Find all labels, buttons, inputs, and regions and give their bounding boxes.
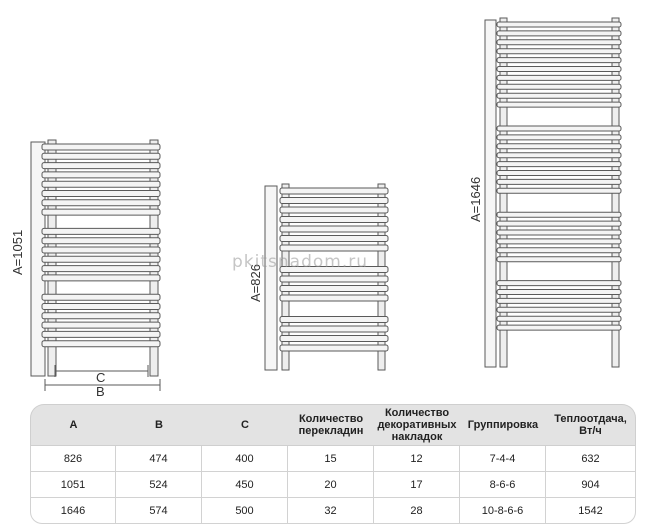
table-cell: 524 bbox=[116, 472, 202, 498]
crossbar bbox=[280, 317, 388, 323]
crossbar bbox=[42, 181, 160, 187]
crossbar bbox=[497, 22, 621, 27]
rear-panel bbox=[265, 186, 277, 370]
crossbar bbox=[497, 221, 621, 226]
rear-panel bbox=[485, 20, 496, 367]
crossbar bbox=[497, 281, 621, 286]
crossbar bbox=[497, 290, 621, 295]
crossbar bbox=[42, 331, 160, 337]
table-cell: 450 bbox=[202, 472, 288, 498]
crossbar bbox=[42, 341, 160, 347]
crossbar bbox=[280, 198, 388, 204]
table-cell: 10-8-6-6 bbox=[460, 498, 546, 524]
table-cell: 500 bbox=[202, 498, 288, 524]
crossbar bbox=[42, 266, 160, 272]
crossbar bbox=[42, 294, 160, 300]
crossbar bbox=[497, 126, 621, 131]
dimension-a-label: A=1051 bbox=[10, 229, 25, 275]
crossbar bbox=[42, 172, 160, 178]
table-row bbox=[30, 472, 636, 498]
crossbar bbox=[497, 212, 621, 217]
table-cell: 1051 bbox=[30, 472, 116, 498]
table-cell: 826 bbox=[30, 446, 116, 472]
radiator-826 bbox=[248, 184, 388, 370]
table-cell: 32 bbox=[288, 498, 374, 524]
crossbar bbox=[497, 58, 621, 63]
dimension-c-label: C bbox=[96, 370, 106, 385]
table-cell: 15 bbox=[288, 446, 374, 472]
crossbar bbox=[497, 179, 621, 184]
header-cell: Группировка bbox=[460, 404, 546, 446]
header-cell: Количество перекладин bbox=[288, 404, 374, 446]
crossbar bbox=[42, 313, 160, 319]
crossbar bbox=[42, 209, 160, 215]
table-cell: 1542 bbox=[546, 498, 636, 524]
table-cell: 12 bbox=[374, 446, 460, 472]
table-cell: 1646 bbox=[30, 498, 116, 524]
crossbar bbox=[280, 207, 388, 213]
crossbar bbox=[497, 67, 621, 72]
watermark: pkitsnadom.ru bbox=[232, 252, 368, 272]
crossbar bbox=[42, 191, 160, 197]
table-header-row bbox=[30, 404, 636, 446]
table-row bbox=[30, 446, 636, 472]
crossbar bbox=[497, 40, 621, 45]
table-cell: 474 bbox=[116, 446, 202, 472]
crossbar bbox=[42, 238, 160, 244]
crossbar bbox=[497, 102, 621, 107]
table-cell: 28 bbox=[374, 498, 460, 524]
table-cell: 17 bbox=[374, 472, 460, 498]
crossbar bbox=[497, 248, 621, 253]
crossbar bbox=[42, 275, 160, 281]
crossbar bbox=[497, 230, 621, 235]
header-cell: A bbox=[30, 404, 116, 446]
table-row bbox=[30, 498, 636, 524]
crossbar bbox=[280, 336, 388, 342]
crossbar bbox=[497, 75, 621, 80]
crossbar bbox=[497, 135, 621, 140]
crossbar bbox=[497, 316, 621, 321]
crossbar bbox=[42, 228, 160, 234]
crossbar bbox=[497, 84, 621, 89]
crossbar bbox=[497, 144, 621, 149]
table-cell: 904 bbox=[546, 472, 636, 498]
header-cell: Теплоотдача, Вт/ч bbox=[546, 404, 636, 446]
crossbar bbox=[497, 239, 621, 244]
crossbar bbox=[42, 153, 160, 159]
table-cell: 400 bbox=[202, 446, 288, 472]
header-cell: B bbox=[116, 404, 202, 446]
crossbar bbox=[497, 307, 621, 312]
crossbar bbox=[280, 188, 388, 194]
table-cell: 632 bbox=[546, 446, 636, 472]
crossbar bbox=[42, 322, 160, 328]
crossbar bbox=[497, 153, 621, 158]
crossbar bbox=[280, 245, 388, 251]
crossbar bbox=[280, 236, 388, 242]
crossbar bbox=[497, 162, 621, 167]
crossbar bbox=[497, 31, 621, 36]
crossbar bbox=[280, 217, 388, 223]
crossbar bbox=[280, 226, 388, 232]
table-cell: 20 bbox=[288, 472, 374, 498]
radiator-1646 bbox=[468, 18, 621, 367]
dimension-a-label: A=1646 bbox=[468, 176, 483, 222]
crossbar bbox=[42, 247, 160, 253]
crossbar bbox=[42, 144, 160, 150]
crossbar bbox=[497, 93, 621, 98]
crossbar bbox=[280, 345, 388, 351]
header-cell: C bbox=[202, 404, 288, 446]
crossbar bbox=[42, 200, 160, 206]
crossbar bbox=[280, 326, 388, 332]
crossbar bbox=[497, 257, 621, 262]
dimension-b-label: B bbox=[96, 384, 105, 399]
crossbar bbox=[497, 188, 621, 193]
header-cell: Количество декоративных накладок bbox=[374, 404, 460, 446]
crossbar bbox=[497, 49, 621, 54]
crossbar bbox=[497, 171, 621, 176]
crossbar bbox=[42, 256, 160, 262]
crossbar bbox=[42, 163, 160, 169]
specifications-table bbox=[30, 404, 636, 524]
table-cell: 7-4-4 bbox=[460, 446, 546, 472]
table-cell: 8-6-6 bbox=[460, 472, 546, 498]
dimension-a-label: A=826 bbox=[248, 264, 263, 302]
crossbar bbox=[280, 276, 388, 282]
crossbar bbox=[280, 295, 388, 301]
crossbar bbox=[497, 325, 621, 330]
crossbar bbox=[280, 286, 388, 292]
crossbar bbox=[497, 298, 621, 303]
radiator-1051 bbox=[10, 140, 160, 399]
table-cell: 574 bbox=[116, 498, 202, 524]
crossbar bbox=[42, 304, 160, 310]
